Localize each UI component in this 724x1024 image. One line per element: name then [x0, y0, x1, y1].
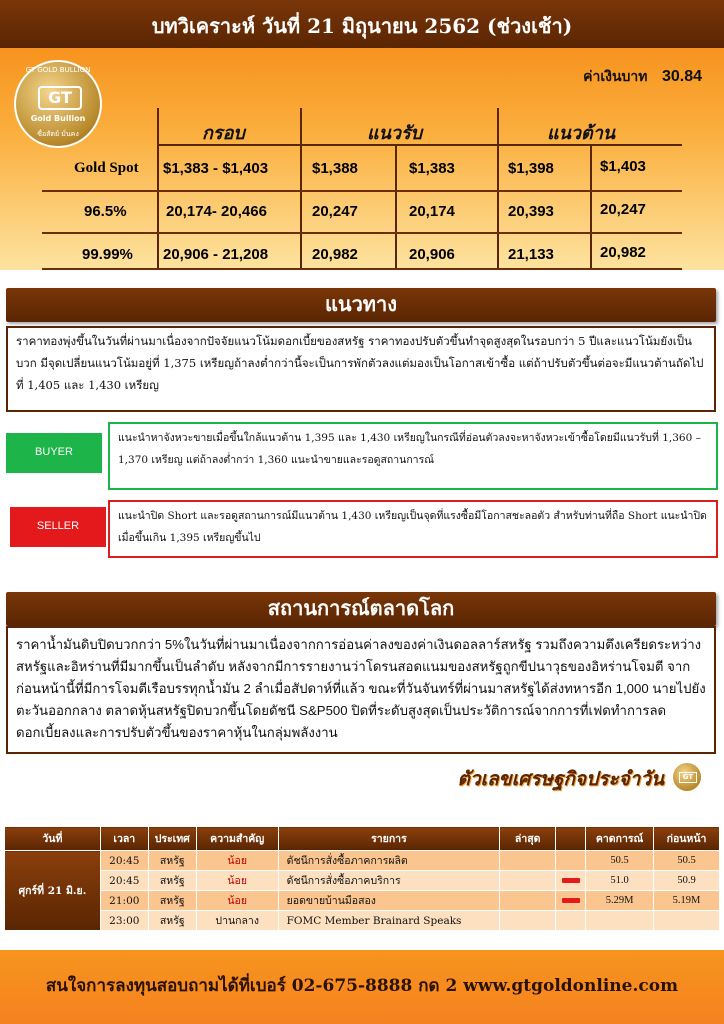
resistance-2-cell: $1,403	[600, 158, 646, 175]
world-text: ราคาน้ำมันดิบปิดบวกกว่า 5%ในวันที่ผ่านมาเนื่องจากการอ่อนค่าลงของค่าเงินดอลลาร์สหรัฐ รวมถึงความตึงเครียดระหว่างสหรัฐและอิหร่านที่มีมากขึ้นเป็นลำดับ หลังจากมีการรายงานว่าโดรนสอดแนมของสหรัฐถูกขีปนาวุธของอิหร่านโจมตี จากก่อนหน้านี้ที่มีการโจมตีเรือบรรทุกน้ำมัน 2 ลำเมื่อสัปดาห์ที่แล้ว ขณะที่วันจันทร์ที่ผ่านมาสหรัฐได้ส่งทหารอีก 1,000 นายไปยังตะวันออกกลาง ตลาดหุ้นสหรัฐปิดบวกขึ้นโดยดัชนี S&P500 ปิดที่ระดับสูงสุดเป็นประวัติการณ์จากการที่เฟดทำการลดดอกเบี้ยลงและการปรับตัวขึ้นของราคาหุ้นในกลุ่มพลังงาน	[6, 626, 716, 754]
support-1-cell: 20,247	[312, 203, 358, 220]
support-2-cell: 20,906	[409, 246, 455, 263]
economic-calendar-table	[4, 826, 720, 931]
row-label: Gold Spot	[74, 160, 139, 176]
row-divider	[42, 190, 682, 192]
col-trend	[556, 827, 586, 851]
trend-cell	[556, 851, 586, 871]
buyer-advice: แนะนำหาจังหวะขายเมื่อขึ้นใกล้แนวต้าน 1,395 และ 1,430 เหรียญในกรณีที่อ่อนตัวลงจะหาจังหวะเข้าซื้อโดยมีแนวรับที่ 1,360 – 1,370 เหรียญ แต่ถ้าลงต่ำกว่า 1,360 แนะนำขายและรอดูสถานการณ์	[108, 422, 718, 490]
previous-cell: 50.5	[654, 851, 720, 871]
country-cell: สหรัฐ	[148, 851, 196, 871]
col-header-range: กรอบ	[202, 123, 245, 143]
date-cell: ศุกร์ที่ 21 มิ.ย.	[5, 851, 101, 931]
logo-ring-top-text: GT GOLD BULLION	[25, 66, 91, 74]
row-label: 96.5%	[84, 203, 127, 220]
economic-calendar-title: ตัวเลขเศรษฐกิจประจำวัน	[457, 768, 664, 790]
trend-cell	[556, 911, 586, 931]
trend-cell	[556, 871, 586, 891]
row-divider	[42, 268, 682, 270]
logo-mark: GT	[38, 86, 82, 110]
table-row	[5, 851, 720, 871]
world-section-title: สถานการณ์ตลาดโลก	[6, 592, 716, 626]
divider	[157, 108, 159, 270]
exchange-rate	[583, 66, 702, 88]
importance-cell: น้อย	[196, 851, 278, 871]
resistance-2-cell: 20,247	[600, 201, 646, 218]
range-cell: 20,906 - 21,208	[163, 246, 269, 263]
header-bar	[0, 0, 724, 48]
down-trend-icon	[562, 878, 580, 883]
col-actual: ล่าสุด	[500, 827, 556, 851]
col-importance: ความสำคัญ	[196, 827, 278, 851]
support-1-cell: 20,982	[312, 246, 358, 263]
row-divider	[42, 232, 682, 234]
actual-cell	[500, 871, 556, 891]
trend-text: ราคาทองพุ่งขึ้นในวันที่ผ่านมาเนื่องจากปัจจัยแนวโน้มดอกเบี้ยของสหรัฐ ราคาทองปรับตัวขึ้นทำจุดสูงสุดในรอบกว่า 5 ปีและแนวโน้มยังเป็นบวก มีจุดเปลี่ยนแนวโน้มอยู่ที่ 1,375 เหรียญถ้าลงต่ำกว่านี้จะเป็นการพักตัวลงแต่มองเป็นโอกาสเข้าซื้อ แต่ถ้าปรับตัวขึ้นต่อจะมีแนวต้านถัดไปที่ 1,405 และ 1,430 เหรียญ	[6, 326, 716, 412]
gt-small-logo-mark: GT	[679, 772, 697, 783]
col-item: รายการ	[278, 827, 500, 851]
divider	[497, 108, 499, 270]
item-cell: ดัชนีการสั่งซื้อภาคบริการ	[278, 871, 500, 891]
divider	[300, 108, 302, 270]
previous-cell	[654, 911, 720, 931]
actual-cell	[500, 891, 556, 911]
col-date: วันที่	[5, 827, 101, 851]
col-header-support: แนวรับ	[367, 123, 423, 143]
logo-name: Gold Bullion	[30, 114, 86, 123]
country-cell: สหรัฐ	[148, 891, 196, 911]
support-2-cell: 20,174	[409, 203, 455, 220]
resistance-1-cell: $1,398	[508, 160, 554, 177]
country-cell: สหรัฐ	[148, 911, 196, 931]
down-trend-icon	[562, 898, 580, 903]
forecast-cell: 51.0	[586, 871, 654, 891]
item-cell: ยอดขายบ้านมือสอง	[278, 891, 500, 911]
support-2-cell: $1,383	[409, 160, 455, 177]
row-label: 99.99%	[82, 246, 133, 263]
table-row	[5, 891, 720, 911]
actual-cell	[500, 851, 556, 871]
footer-bar	[0, 950, 724, 1024]
country-cell: สหรัฐ	[148, 871, 196, 891]
item-cell: FOMC Member Brainard Speaks	[278, 911, 500, 931]
trend-cell	[556, 891, 586, 911]
col-country: ประเทศ	[148, 827, 196, 851]
divider	[590, 146, 592, 270]
previous-cell: 5.19M	[654, 891, 720, 911]
seller-badge: SELLER	[10, 507, 106, 547]
divider	[395, 146, 397, 270]
trend-section-title: แนวทาง	[6, 288, 716, 322]
buyer-badge: BUYER	[6, 433, 102, 473]
resistance-1-cell: 20,393	[508, 203, 554, 220]
col-forecast: คาดการณ์	[586, 827, 654, 851]
importance-cell: ปานกลาง	[196, 911, 278, 931]
forecast-cell	[586, 911, 654, 931]
footer-contact-text: สนใจการลงทุนสอบถามได้ที่เบอร์ 02-675-8888 กด 2 www.gtgoldonline.com	[45, 976, 679, 996]
time-cell: 20:45	[100, 851, 148, 871]
item-cell: ดัชนีการสั่งซื้อภาคการผลิต	[278, 851, 500, 871]
range-cell: 20,174- 20,466	[166, 203, 267, 220]
time-cell: 23:00	[100, 911, 148, 931]
time-cell: 20:45	[100, 871, 148, 891]
table-header-row	[5, 827, 720, 851]
importance-cell: น้อย	[196, 871, 278, 891]
seller-advice: แนะนำปิด Short และรอดูสถานการณ์มีแนวต้าน 1,430 เหรียญเป็นจุดที่แรงซื้อมีโอกาสชะลอตัว สำหรับท่านที่ถือ Short แนะนำปิดเมื่อขึ้นเกิน 1,395 เหรียญขึ้นไป	[108, 500, 718, 558]
support-1-cell: $1,388	[312, 160, 358, 177]
table-row	[5, 911, 720, 931]
table-row	[5, 871, 720, 891]
col-header-resistance: แนวต้าน	[547, 123, 616, 143]
time-cell: 21:00	[100, 891, 148, 911]
gt-small-logo	[672, 762, 702, 792]
page-title: บทวิเคราะห์ วันที่ 21 มิถุนายน 2562 (ช่วงเช้า)	[151, 14, 573, 38]
importance-cell: น้อย	[196, 891, 278, 911]
actual-cell	[500, 911, 556, 931]
resistance-2-cell: 20,982	[600, 244, 646, 261]
previous-cell: 50.9	[654, 871, 720, 891]
col-time: เวลา	[100, 827, 148, 851]
resistance-1-cell: 21,133	[508, 246, 554, 263]
price-table	[42, 108, 682, 270]
col-previous: ก่อนหน้า	[654, 827, 720, 851]
exchange-rate-label: ค่าเงินบาท	[583, 68, 648, 84]
forecast-cell: 5.29M	[586, 891, 654, 911]
forecast-cell: 50.5	[586, 851, 654, 871]
range-cell: $1,383 - $1,403	[163, 160, 269, 177]
exchange-rate-value: 30.84	[661, 68, 702, 85]
logo-ring-bottom-text: ซื่อสัตย์ มั่นคง	[37, 130, 79, 138]
